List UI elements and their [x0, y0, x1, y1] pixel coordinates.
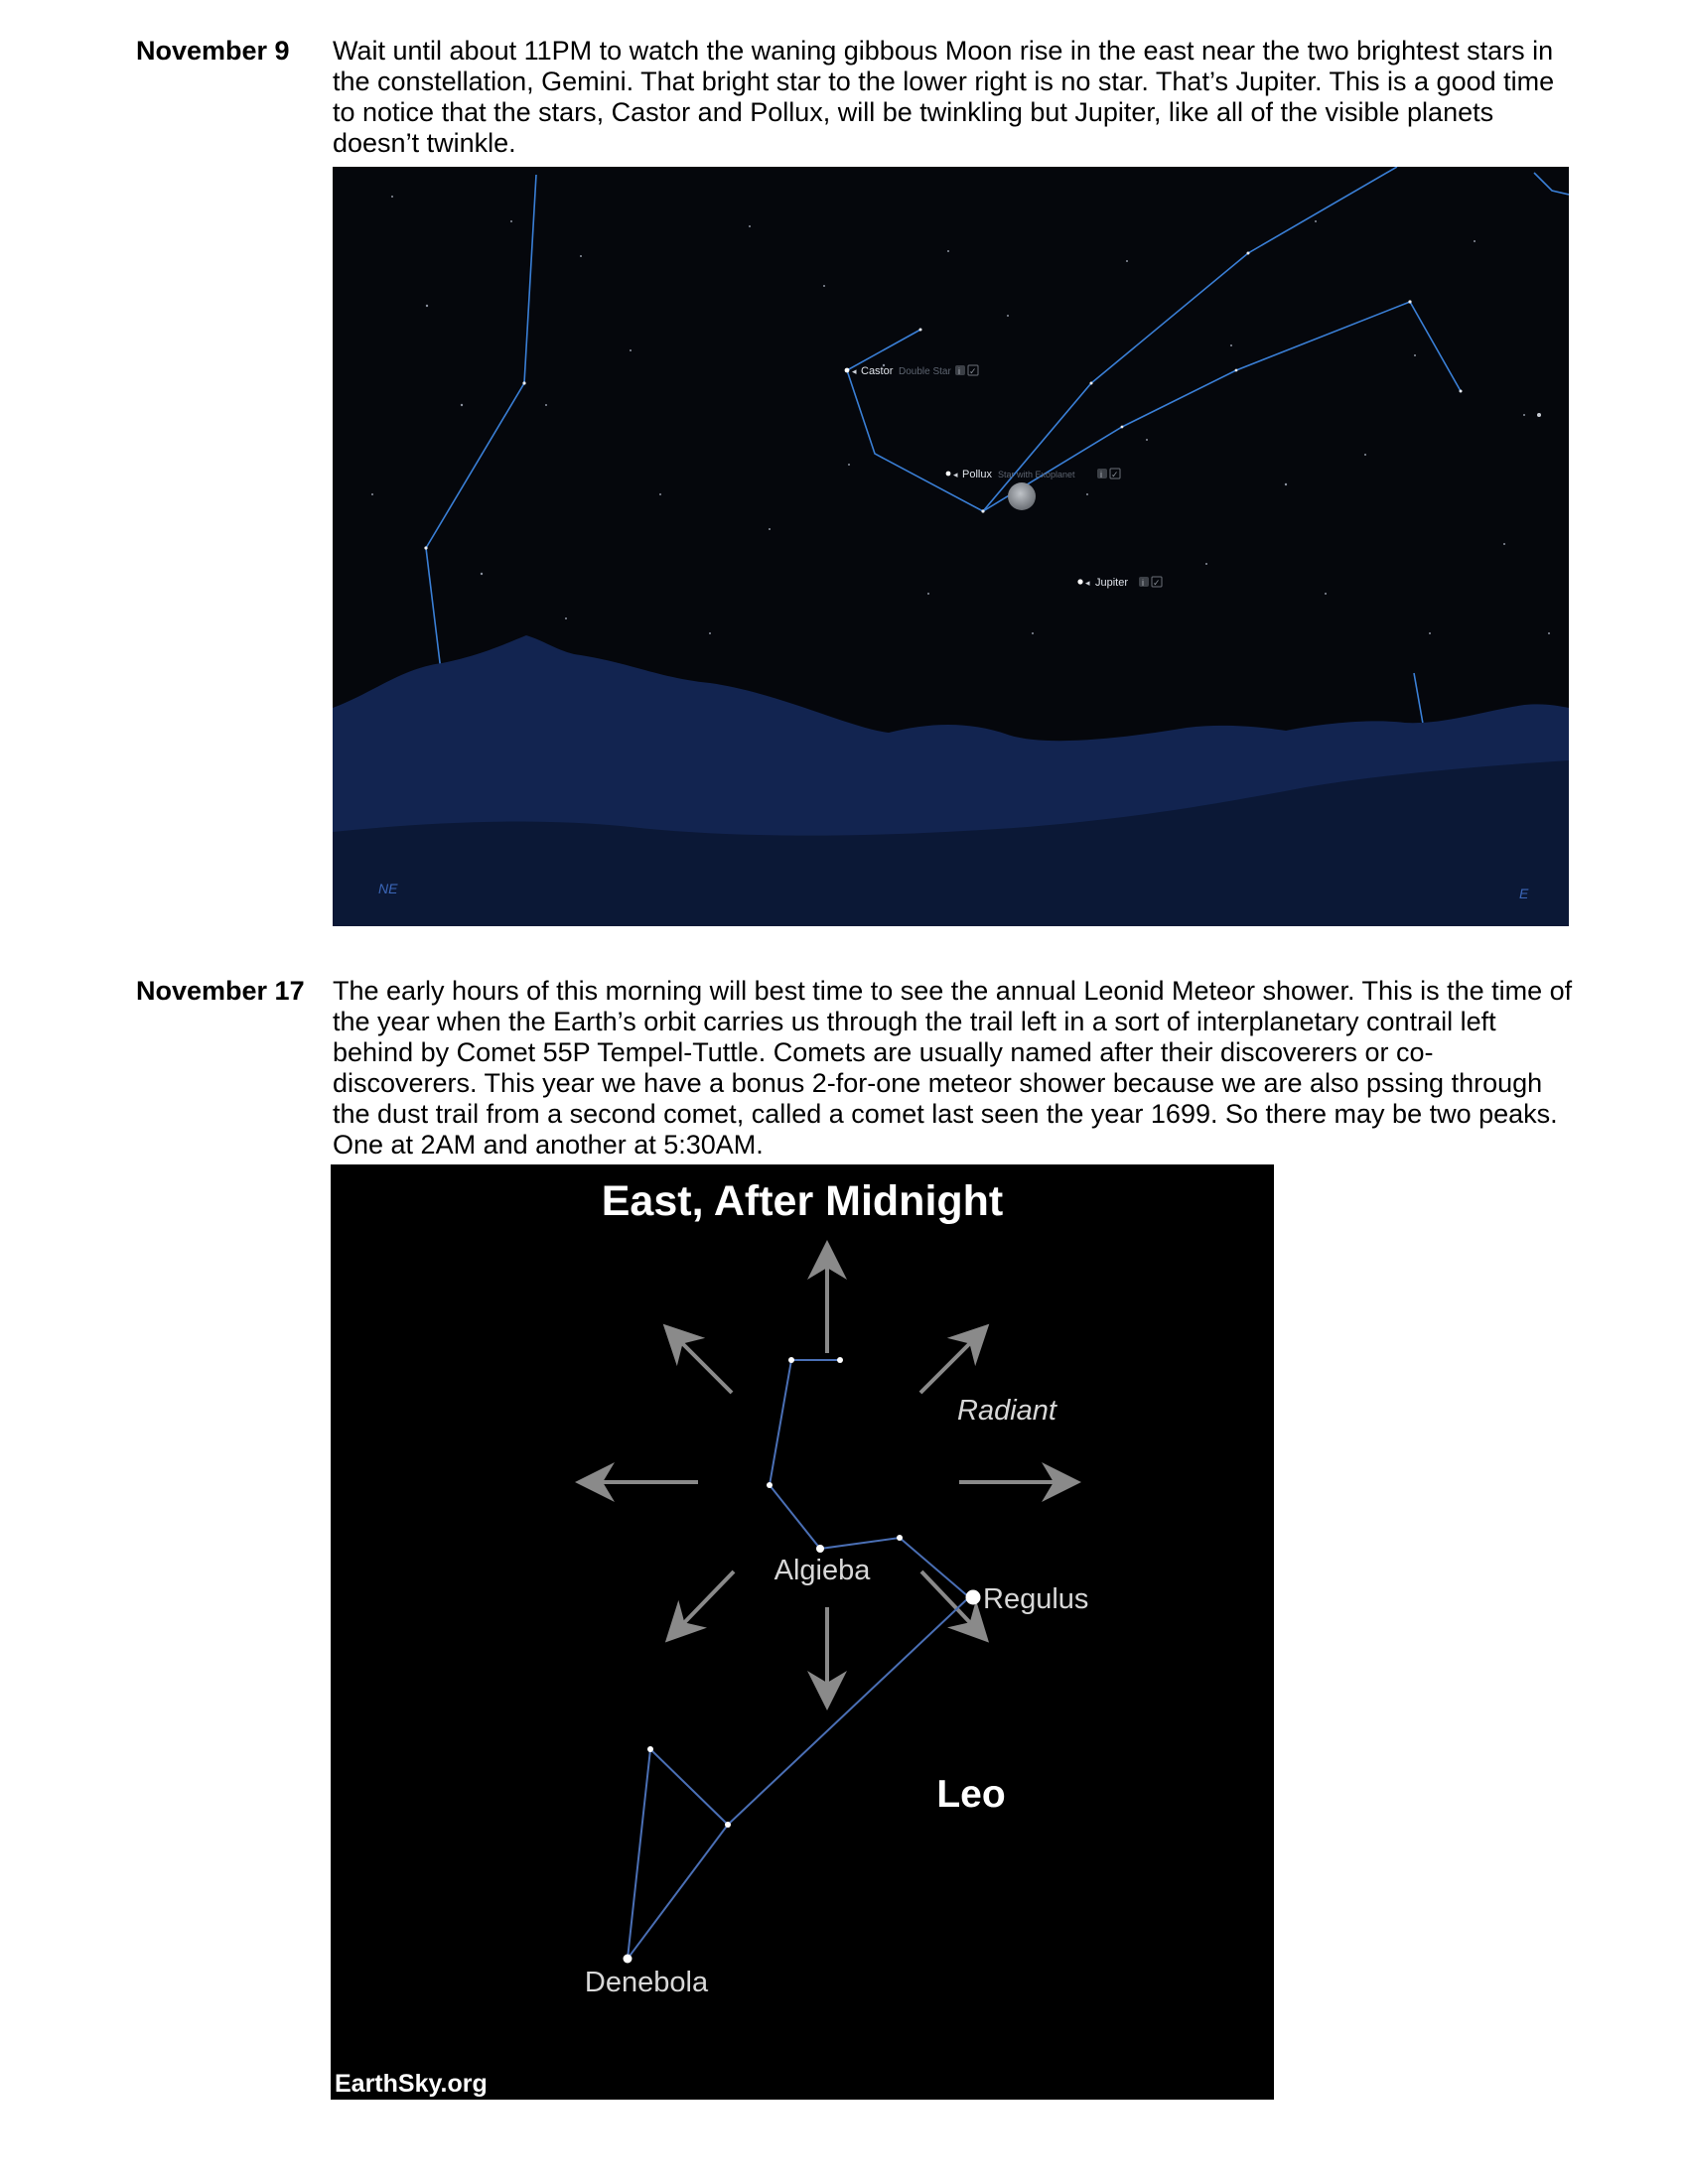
algieba-star [816, 1545, 824, 1553]
pollux-name: Pollux [962, 469, 992, 480]
jupiter-info-icon[interactable] [1139, 577, 1149, 587]
castor-marker[interactable] [845, 365, 978, 377]
entry-text-november-9: Wait until about 11PM to watch the waning gibbous Moon rise in the east near the two brightest stars in the constellation, Gemini. That bright star to the lower right is no star. That’s Jupiter. This is a good time to notice that the stars, Castor and Pollux, will be twinkling but Jupiter, like all of the visible planets doesn’t twinkle. [333, 36, 1555, 158]
svg-text:i: i [1142, 578, 1144, 588]
castor-name: Castor [861, 365, 894, 377]
denebola-star [624, 1955, 633, 1964]
svg-text:✓: ✓ [969, 366, 977, 376]
entry-date-november-17: November 17 [136, 976, 305, 1006]
radiant-label: Radiant [957, 1395, 1056, 1427]
chart-title: East, After Midnight [601, 1177, 1004, 1225]
svg-text:✓: ✓ [1153, 578, 1161, 588]
chart-background [331, 1164, 1274, 2100]
pollux-type: Star with Exoplanet [998, 470, 1075, 479]
entry-date-november-9: November 9 [136, 36, 290, 66]
svg-text:◂: ◂ [1085, 578, 1090, 588]
pollux-info-icon[interactable] [1097, 469, 1107, 478]
earthsky-credit: EarthSky.org [335, 2070, 488, 2098]
svg-text:◂: ◂ [852, 366, 857, 376]
svg-text:i: i [958, 366, 960, 376]
svg-text:i: i [1100, 470, 1102, 479]
regulus-star [966, 1590, 981, 1605]
leonid-radiant-chart [331, 1164, 1274, 2100]
gemini-sky-chart [333, 167, 1569, 926]
compass-e-label: E [1519, 886, 1529, 901]
moon[interactable] [1008, 482, 1036, 510]
svg-text:✓: ✓ [1111, 470, 1119, 479]
svg-text:◂: ◂ [953, 470, 958, 479]
compass-ne-label: NE [378, 881, 398, 896]
jupiter-name: Jupiter [1095, 577, 1129, 589]
castor-info-icon[interactable] [955, 365, 965, 375]
regulus-label: Regulus [983, 1583, 1089, 1615]
algieba-label: Algieba [774, 1555, 871, 1586]
castor-type: Double Star [899, 366, 951, 377]
entry-text-november-17: The early hours of this morning will best time to see the annual Leonid Meteor shower. This is the time of the year when the Earth’s orbit carries us through the trail left in a sort of interplanetary contrail left behind by Comet 55P Tempel-Tuttle. Comets are usually named after their discoverers or co-discoverers. This year we have a bonus 2-for-one meteor shower because we are also pssing through the dust trail from a second comet, called a comet last seen the year 1699. So there may be two peaks. One at 2AM and another at 5:30AM. [333, 976, 1573, 1160]
denebola-label: Denebola [584, 1967, 709, 1998]
leo-label: Leo [936, 1773, 1006, 1816]
